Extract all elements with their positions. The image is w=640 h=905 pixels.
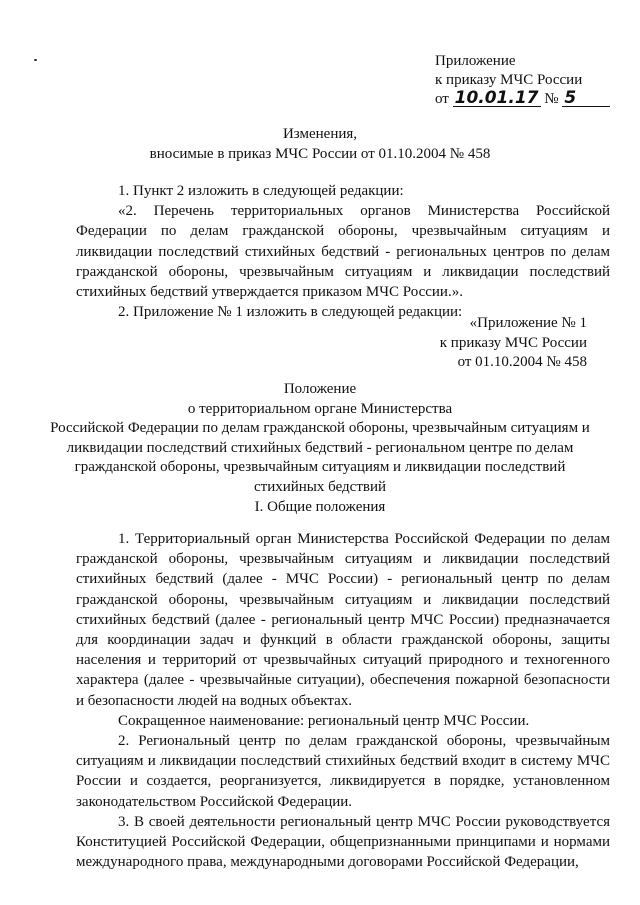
- changes-section: [76, 181, 610, 322]
- change-paragraph: 2. Приложение № 1 изложить в следующей редакции:: [118, 304, 463, 321]
- regulation-title-line: гражданской обороны, чрезвычайным ситуациям и ликвидации последствий: [74, 459, 566, 476]
- scan-speck: [34, 59, 37, 61]
- body-section: [76, 529, 610, 872]
- body-paragraph: 1. Территориальный орган Министерства Российской Федерации по делам гражданской обороны, чрезвычайным ситуациям и ликвидации последствий стихийных бедствий (далее - МЧС России) - региональный центр по делам гражданской обороны, чрезвычайным ситуациям и ликвидации последствий стихийных бедствий (далее - региональный центр МЧС России) предназначается для координации задач и функций в области гражданской обороны, защиты населения и территорий от чрезвычайных ситуаций природного и техногенного характера (далее - чрезвычайные ситуации), обеспечения пожарной безопасности и безопасности людей на водных объектах.: [76, 531, 610, 709]
- regulation-title-line: стихийных бедствий: [253, 478, 387, 495]
- regulation-title-line: Российской Федерации по делам гражданской обороны, чрезвычайным ситуациям и: [50, 420, 590, 437]
- header-line-2: к приказу МЧС России: [435, 72, 583, 88]
- handwritten-number: 5: [562, 90, 610, 107]
- regulation-title-line: о территориальном органе Министерства: [187, 400, 453, 417]
- header-approval-block: [435, 52, 610, 109]
- regulation-title-line: Положение: [283, 381, 357, 397]
- annex-reference: [440, 314, 587, 373]
- body-paragraph: 3. В своей деятельности региональный центр МЧС России руководствуется Конституцией Российской Федерации, общепризнанными принципами и нормами международного права, международными договорами Российской Федерации,: [76, 813, 610, 871]
- body-paragraph: Сокращенное наименование: региональный центр МЧС России.: [118, 712, 530, 729]
- title-line-1: Изменения,: [282, 126, 358, 142]
- regulation-title: [0, 380, 640, 498]
- regulation-title-line: ликвидации последствий стихийных бедствий - региональном центре по делам: [66, 439, 574, 456]
- annex-line-2: к приказу МЧС России: [439, 334, 587, 351]
- header-line-1: Приложение: [435, 53, 516, 69]
- section-heading: I. Общие положения: [254, 499, 386, 515]
- handwritten-date: 10.01.17: [454, 88, 539, 108]
- body-paragraph: 2. Региональный центр по делам гражданской обороны, чрезвычайным ситуациям и ликвидации последствий стихийных бедствий входит в систему МЧС России и создается, реорганизуется, ликвидируется в порядке, установленном законодательством Российской Федерации.: [76, 733, 610, 810]
- annex-line-1: «Приложение № 1: [469, 315, 587, 331]
- title-line-2: вносимые в приказ МЧС России от 01.10.2004 № 458: [149, 146, 491, 162]
- change-paragraph: 1. Пункт 2 изложить в следующей редакции:: [118, 183, 404, 199]
- header-date-prefix: от: [435, 91, 449, 107]
- header-number-label: №: [544, 91, 559, 107]
- document-title: [0, 124, 640, 164]
- change-paragraph: «2. Перечень территориальных органов Министерства Российской Федерации по делам гражданской обороны, чрезвычайным ситуациям и ликвидации последствий стихийных бедствий - региональных центров по делам гражданской обороны, чрезвычайным ситуациям и ликвидации последствий стихийных бедствий утверждается приказом МЧС России.».: [76, 203, 610, 301]
- annex-line-3: от 01.10.2004 № 458: [457, 354, 587, 370]
- header-line-3: [435, 90, 610, 109]
